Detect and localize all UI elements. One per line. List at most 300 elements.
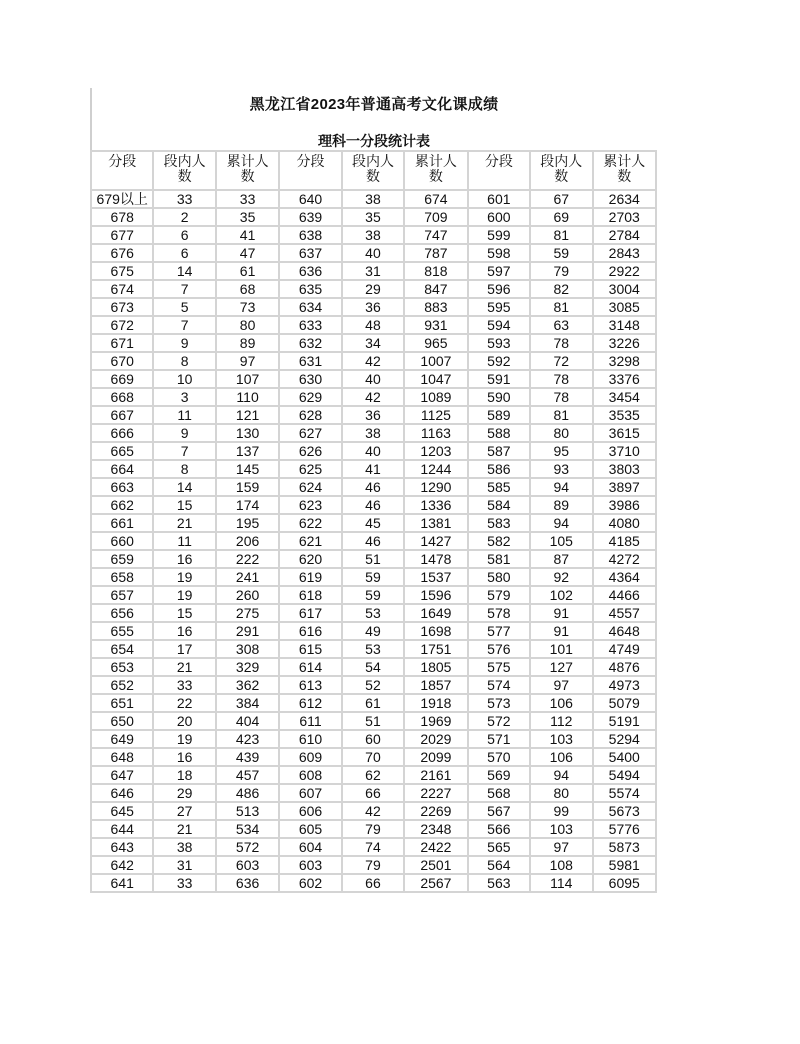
cell-cumulative-count: 4876 [593, 658, 657, 676]
cell-score-band: 630 [279, 370, 341, 388]
cell-cumulative-count: 241 [216, 568, 279, 586]
cell-score-band: 567 [468, 802, 530, 820]
cell-band-count: 40 [342, 244, 404, 262]
cell-score-band: 667 [91, 406, 153, 424]
table-row [91, 316, 656, 334]
cell-cumulative-count: 5079 [593, 694, 657, 712]
cell-band-count: 6 [153, 244, 215, 262]
cell-score-band: 655 [91, 622, 153, 640]
cell-score-band: 604 [279, 838, 341, 856]
cell-score-band: 615 [279, 640, 341, 658]
cell-score-band: 636 [279, 262, 341, 280]
cell-score-band: 611 [279, 712, 341, 730]
cell-band-count: 112 [530, 712, 592, 730]
cell-cumulative-count: 3298 [593, 352, 657, 370]
cell-cumulative-count: 362 [216, 676, 279, 694]
column-header-band-count [342, 151, 404, 190]
cell-band-count: 16 [153, 550, 215, 568]
cell-cumulative-count: 404 [216, 712, 279, 730]
cell-cumulative-count: 6095 [593, 874, 657, 892]
table-row [91, 496, 656, 514]
table-row [91, 838, 656, 856]
cell-cumulative-count: 1007 [404, 352, 467, 370]
cell-band-count: 16 [153, 622, 215, 640]
cell-band-count: 108 [530, 856, 592, 874]
cell-band-count: 59 [342, 568, 404, 586]
cell-score-band: 660 [91, 532, 153, 550]
cell-score-band: 678 [91, 208, 153, 226]
table-row [91, 532, 656, 550]
cell-cumulative-count: 603 [216, 856, 279, 874]
cell-score-band: 614 [279, 658, 341, 676]
header-line: 累计人 [414, 153, 457, 169]
cell-band-count: 7 [153, 316, 215, 334]
cell-score-band: 666 [91, 424, 153, 442]
cell-cumulative-count: 4364 [593, 568, 657, 586]
header-line: 分段 [484, 153, 513, 169]
table-row [91, 190, 656, 208]
cell-cumulative-count: 5776 [593, 820, 657, 838]
cell-band-count: 40 [342, 442, 404, 460]
cell-cumulative-count: 68 [216, 280, 279, 298]
cell-cumulative-count: 35 [216, 208, 279, 226]
cell-score-band: 608 [279, 766, 341, 784]
cell-score-band: 564 [468, 856, 530, 874]
cell-score-band: 587 [468, 442, 530, 460]
cell-band-count: 5 [153, 298, 215, 316]
cell-band-count: 15 [153, 496, 215, 514]
cell-cumulative-count: 1244 [404, 460, 467, 478]
table-row [91, 712, 656, 730]
cell-cumulative-count: 1047 [404, 370, 467, 388]
table-row [91, 784, 656, 802]
cell-band-count: 101 [530, 640, 592, 658]
table-row [91, 586, 656, 604]
cell-band-count: 67 [530, 190, 592, 208]
cell-band-count: 10 [153, 370, 215, 388]
cell-band-count: 81 [530, 406, 592, 424]
cell-score-band: 586 [468, 460, 530, 478]
cell-band-count: 42 [342, 388, 404, 406]
cell-band-count: 42 [342, 352, 404, 370]
cell-cumulative-count: 5673 [593, 802, 657, 820]
cell-band-count: 61 [342, 694, 404, 712]
cell-cumulative-count: 110 [216, 388, 279, 406]
table-row [91, 280, 656, 298]
cell-band-count: 19 [153, 730, 215, 748]
cell-band-count: 97 [530, 838, 592, 856]
header-line: 数 [365, 168, 380, 184]
cell-score-band: 640 [279, 190, 341, 208]
score-distribution-table [90, 150, 657, 893]
cell-score-band: 593 [468, 334, 530, 352]
cell-score-band: 595 [468, 298, 530, 316]
cell-score-band: 662 [91, 496, 153, 514]
header-line: 数 [428, 168, 443, 184]
cell-score-band: 563 [468, 874, 530, 892]
cell-band-count: 42 [342, 802, 404, 820]
cell-cumulative-count: 847 [404, 280, 467, 298]
cell-cumulative-count: 1751 [404, 640, 467, 658]
cell-score-band: 641 [91, 874, 153, 892]
cell-score-band: 616 [279, 622, 341, 640]
cell-score-band: 631 [279, 352, 341, 370]
table-row [91, 622, 656, 640]
cell-band-count: 38 [153, 838, 215, 856]
table-row [91, 802, 656, 820]
cell-score-band: 644 [91, 820, 153, 838]
table-row [91, 568, 656, 586]
cell-score-band: 634 [279, 298, 341, 316]
table-row [91, 658, 656, 676]
cell-cumulative-count: 1537 [404, 568, 467, 586]
cell-score-band: 620 [279, 550, 341, 568]
cell-band-count: 78 [530, 334, 592, 352]
cell-band-count: 79 [342, 820, 404, 838]
cell-cumulative-count: 2922 [593, 262, 657, 280]
cell-score-band: 568 [468, 784, 530, 802]
cell-cumulative-count: 1125 [404, 406, 467, 424]
cell-band-count: 36 [342, 406, 404, 424]
cell-band-count: 45 [342, 514, 404, 532]
table-row [91, 730, 656, 748]
cell-band-count: 51 [342, 712, 404, 730]
header-line: 段内人 [163, 153, 206, 169]
cell-score-band: 643 [91, 838, 153, 856]
cell-cumulative-count: 4749 [593, 640, 657, 658]
cell-band-count: 20 [153, 712, 215, 730]
table-row [91, 820, 656, 838]
cell-band-count: 3 [153, 388, 215, 406]
table-row [91, 298, 656, 316]
cell-band-count: 94 [530, 478, 592, 496]
cell-band-count: 62 [342, 766, 404, 784]
cell-cumulative-count: 883 [404, 298, 467, 316]
cell-score-band: 578 [468, 604, 530, 622]
cell-cumulative-count: 787 [404, 244, 467, 262]
cell-cumulative-count: 1698 [404, 622, 467, 640]
table-row [91, 244, 656, 262]
header-line: 数 [177, 168, 192, 184]
cell-score-band: 619 [279, 568, 341, 586]
cell-band-count: 94 [530, 514, 592, 532]
cell-score-band: 637 [279, 244, 341, 262]
table-header-row [91, 151, 656, 190]
table-body [91, 190, 656, 892]
cell-band-count: 8 [153, 352, 215, 370]
cell-cumulative-count: 1918 [404, 694, 467, 712]
cell-cumulative-count: 3615 [593, 424, 657, 442]
cell-band-count: 15 [153, 604, 215, 622]
cell-score-band: 663 [91, 478, 153, 496]
cell-band-count: 33 [153, 190, 215, 208]
cell-score-band: 577 [468, 622, 530, 640]
cell-score-band: 622 [279, 514, 341, 532]
cell-score-band: 600 [468, 208, 530, 226]
cell-score-band: 646 [91, 784, 153, 802]
cell-score-band: 580 [468, 568, 530, 586]
cell-cumulative-count: 486 [216, 784, 279, 802]
cell-band-count: 81 [530, 226, 592, 244]
cell-band-count: 78 [530, 370, 592, 388]
cell-band-count: 27 [153, 802, 215, 820]
cell-score-band: 642 [91, 856, 153, 874]
cell-cumulative-count: 534 [216, 820, 279, 838]
cell-cumulative-count: 2269 [404, 802, 467, 820]
table-row [91, 226, 656, 244]
cell-score-band: 664 [91, 460, 153, 478]
cell-score-band: 656 [91, 604, 153, 622]
cell-cumulative-count: 80 [216, 316, 279, 334]
cell-score-band: 638 [279, 226, 341, 244]
cell-score-band: 573 [468, 694, 530, 712]
cell-band-count: 14 [153, 478, 215, 496]
column-header-cumulative-count [216, 151, 279, 190]
cell-cumulative-count: 709 [404, 208, 467, 226]
cell-score-band: 570 [468, 748, 530, 766]
cell-score-band: 679以上 [91, 190, 153, 208]
cell-score-band: 633 [279, 316, 341, 334]
cell-band-count: 60 [342, 730, 404, 748]
cell-cumulative-count: 2227 [404, 784, 467, 802]
cell-band-count: 11 [153, 406, 215, 424]
header-line: 段内人 [540, 153, 583, 169]
cell-score-band: 603 [279, 856, 341, 874]
cell-score-band: 592 [468, 352, 530, 370]
column-header-cumulative-count [593, 151, 657, 190]
cell-band-count: 31 [342, 262, 404, 280]
cell-cumulative-count: 5873 [593, 838, 657, 856]
table-row [91, 874, 656, 892]
cell-cumulative-count: 195 [216, 514, 279, 532]
cell-score-band: 675 [91, 262, 153, 280]
cell-cumulative-count: 107 [216, 370, 279, 388]
column-header-score-band [279, 151, 341, 190]
cell-band-count: 40 [342, 370, 404, 388]
column-header-cumulative-count [404, 151, 467, 190]
table-row [91, 370, 656, 388]
cell-score-band: 601 [468, 190, 530, 208]
cell-band-count: 31 [153, 856, 215, 874]
cell-band-count: 94 [530, 766, 592, 784]
cell-cumulative-count: 1089 [404, 388, 467, 406]
cell-score-band: 657 [91, 586, 153, 604]
cell-cumulative-count: 2634 [593, 190, 657, 208]
cell-cumulative-count: 3226 [593, 334, 657, 352]
cell-band-count: 35 [342, 208, 404, 226]
cell-cumulative-count: 47 [216, 244, 279, 262]
cell-band-count: 66 [342, 784, 404, 802]
cell-band-count: 106 [530, 694, 592, 712]
cell-cumulative-count: 965 [404, 334, 467, 352]
cell-score-band: 654 [91, 640, 153, 658]
cell-band-count: 38 [342, 424, 404, 442]
table-row [91, 208, 656, 226]
cell-cumulative-count: 41 [216, 226, 279, 244]
cell-band-count: 102 [530, 586, 592, 604]
cell-band-count: 9 [153, 424, 215, 442]
cell-band-count: 54 [342, 658, 404, 676]
table-row [91, 424, 656, 442]
table-row [91, 388, 656, 406]
cell-band-count: 21 [153, 658, 215, 676]
cell-score-band: 659 [91, 550, 153, 568]
table-row [91, 478, 656, 496]
cell-score-band: 607 [279, 784, 341, 802]
cell-band-count: 59 [530, 244, 592, 262]
cell-cumulative-count: 4557 [593, 604, 657, 622]
column-header-band-count [530, 151, 592, 190]
table-row [91, 694, 656, 712]
table-row [91, 514, 656, 532]
cell-band-count: 21 [153, 820, 215, 838]
header-line: 累计人 [603, 153, 646, 169]
cell-cumulative-count: 1163 [404, 424, 467, 442]
cell-score-band: 635 [279, 280, 341, 298]
cell-score-band: 677 [91, 226, 153, 244]
cell-score-band: 602 [279, 874, 341, 892]
cell-score-band: 598 [468, 244, 530, 262]
table-row [91, 442, 656, 460]
cell-score-band: 605 [279, 820, 341, 838]
cell-score-band: 606 [279, 802, 341, 820]
cell-score-band: 676 [91, 244, 153, 262]
cell-band-count: 74 [342, 838, 404, 856]
cell-band-count: 82 [530, 280, 592, 298]
cell-score-band: 610 [279, 730, 341, 748]
cell-cumulative-count: 5191 [593, 712, 657, 730]
cell-cumulative-count: 33 [216, 190, 279, 208]
cell-cumulative-count: 1596 [404, 586, 467, 604]
cell-cumulative-count: 3148 [593, 316, 657, 334]
cell-cumulative-count: 5294 [593, 730, 657, 748]
cell-cumulative-count: 2099 [404, 748, 467, 766]
cell-band-count: 91 [530, 622, 592, 640]
cell-cumulative-count: 2567 [404, 874, 467, 892]
cell-cumulative-count: 260 [216, 586, 279, 604]
cell-score-band: 584 [468, 496, 530, 514]
column-header-band-count [153, 151, 215, 190]
cell-band-count: 106 [530, 748, 592, 766]
cell-cumulative-count: 275 [216, 604, 279, 622]
cell-band-count: 19 [153, 586, 215, 604]
cell-cumulative-count: 174 [216, 496, 279, 514]
cell-band-count: 7 [153, 280, 215, 298]
cell-score-band: 574 [468, 676, 530, 694]
cell-band-count: 95 [530, 442, 592, 460]
cell-band-count: 33 [153, 676, 215, 694]
cell-score-band: 569 [468, 766, 530, 784]
cell-score-band: 645 [91, 802, 153, 820]
table-row [91, 406, 656, 424]
cell-band-count: 79 [342, 856, 404, 874]
cell-cumulative-count: 2161 [404, 766, 467, 784]
cell-band-count: 97 [530, 676, 592, 694]
cell-cumulative-count: 384 [216, 694, 279, 712]
cell-score-band: 628 [279, 406, 341, 424]
cell-score-band: 594 [468, 316, 530, 334]
cell-score-band: 565 [468, 838, 530, 856]
cell-band-count: 79 [530, 262, 592, 280]
table-title: 理科一分段统计表 [318, 133, 430, 149]
cell-band-count: 9 [153, 334, 215, 352]
cell-cumulative-count: 4080 [593, 514, 657, 532]
cell-band-count: 18 [153, 766, 215, 784]
cell-score-band: 671 [91, 334, 153, 352]
cell-band-count: 63 [530, 316, 592, 334]
cell-cumulative-count: 2422 [404, 838, 467, 856]
cell-band-count: 46 [342, 496, 404, 514]
cell-score-band: 576 [468, 640, 530, 658]
cell-band-count: 36 [342, 298, 404, 316]
cell-cumulative-count: 2501 [404, 856, 467, 874]
cell-band-count: 80 [530, 424, 592, 442]
cell-cumulative-count: 137 [216, 442, 279, 460]
cell-cumulative-count: 5400 [593, 748, 657, 766]
cell-band-count: 91 [530, 604, 592, 622]
cell-cumulative-count: 3897 [593, 478, 657, 496]
cell-score-band: 648 [91, 748, 153, 766]
cell-score-band: 624 [279, 478, 341, 496]
cell-band-count: 72 [530, 352, 592, 370]
cell-cumulative-count: 3004 [593, 280, 657, 298]
cell-band-count: 87 [530, 550, 592, 568]
cell-score-band: 668 [91, 388, 153, 406]
cell-score-band: 632 [279, 334, 341, 352]
cell-cumulative-count: 1203 [404, 442, 467, 460]
cell-band-count: 6 [153, 226, 215, 244]
cell-cumulative-count: 2843 [593, 244, 657, 262]
cell-cumulative-count: 457 [216, 766, 279, 784]
header-line: 数 [554, 168, 569, 184]
cell-score-band: 653 [91, 658, 153, 676]
cell-score-band: 627 [279, 424, 341, 442]
cell-cumulative-count: 1857 [404, 676, 467, 694]
cell-band-count: 29 [342, 280, 404, 298]
cell-band-count: 11 [153, 532, 215, 550]
cell-cumulative-count: 3085 [593, 298, 657, 316]
cell-score-band: 649 [91, 730, 153, 748]
cell-cumulative-count: 5574 [593, 784, 657, 802]
cell-cumulative-count: 636 [216, 874, 279, 892]
cell-score-band: 661 [91, 514, 153, 532]
cell-cumulative-count: 4973 [593, 676, 657, 694]
cell-band-count: 19 [153, 568, 215, 586]
cell-cumulative-count: 97 [216, 352, 279, 370]
cell-cumulative-count: 1649 [404, 604, 467, 622]
cell-cumulative-count: 1805 [404, 658, 467, 676]
cell-cumulative-count: 3454 [593, 388, 657, 406]
cell-band-count: 93 [530, 460, 592, 478]
cell-score-band: 591 [468, 370, 530, 388]
header-line: 累计人 [226, 153, 269, 169]
cell-score-band: 647 [91, 766, 153, 784]
cell-band-count: 49 [342, 622, 404, 640]
cell-score-band: 582 [468, 532, 530, 550]
cell-band-count: 103 [530, 730, 592, 748]
cell-band-count: 81 [530, 298, 592, 316]
cell-band-count: 78 [530, 388, 592, 406]
cell-score-band: 665 [91, 442, 153, 460]
cell-cumulative-count: 2703 [593, 208, 657, 226]
cell-band-count: 34 [342, 334, 404, 352]
cell-score-band: 652 [91, 676, 153, 694]
cell-score-band: 617 [279, 604, 341, 622]
cell-band-count: 52 [342, 676, 404, 694]
cell-cumulative-count: 1336 [404, 496, 467, 514]
cell-score-band: 566 [468, 820, 530, 838]
table-row [91, 856, 656, 874]
